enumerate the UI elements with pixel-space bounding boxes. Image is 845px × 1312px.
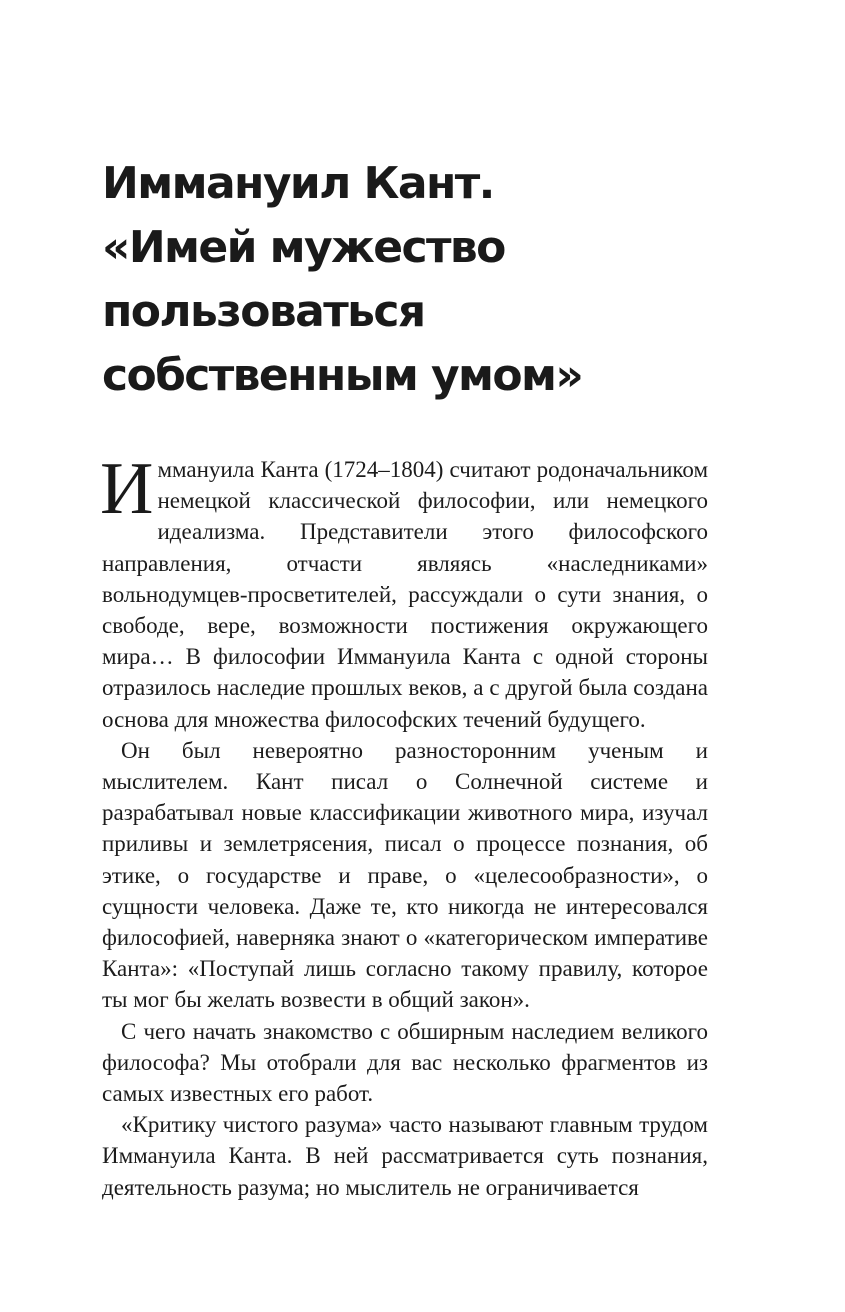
paragraph-intro — [100, 448, 708, 735]
chapter-title — [102, 152, 722, 408]
paragraph: «Критику чистого разума» часто называют главным трудом Иммануила Канта. В ней рассматривается суть познания, деятельность разума; но мыслитель не ограничивается — [102, 1112, 708, 1200]
drop-cap: И — [100, 448, 154, 530]
chapter-title-line: «Имей мужество — [102, 222, 505, 273]
book-page — [102, 0, 708, 1312]
paragraph: С чего начать знакомство с обширным наследием великого философа? Мы отобрали для вас несколько фрагментов из самых известных его работ. — [102, 1018, 708, 1107]
chapter-title-line: собственным умом» — [102, 350, 583, 401]
paragraph: Он был невероятно разносторонним ученым и мыслителем. Кант писал о Солнечной системе и разрабатывал новые классификации животного мира, изучал приливы и землетрясения, писал о процессе познания, об этике, о государстве и праве, о «целесообразности», о сущности человека. Даже те, кто никогда не интересовался философией, наверняка знают о «категорическом императиве Канта»: «Поступай лишь согласно такому правилу, которое ты мог бы желать возвести в общий закон». — [102, 737, 708, 1013]
paragraph-text: ммануила Канта (1724–1804) считают родоначальником немецкой классической философии, или немецкого идеализма. Представители этого философского направления, отчасти являясь «наследниками» вольнодумцев-просветителей, рассуждали о сути знания, о свободе, вере, возможности постижения окружающего мира… В философии Иммануила Канта с одной стороны отразилось наследие прошлых веков, а с другой была создана основа для множества философских течений будущего. — [102, 457, 708, 732]
chapter-title-line: пользоваться — [102, 286, 425, 337]
body-text — [100, 448, 708, 1203]
chapter-title-line: Иммануил Кант. — [102, 158, 494, 209]
